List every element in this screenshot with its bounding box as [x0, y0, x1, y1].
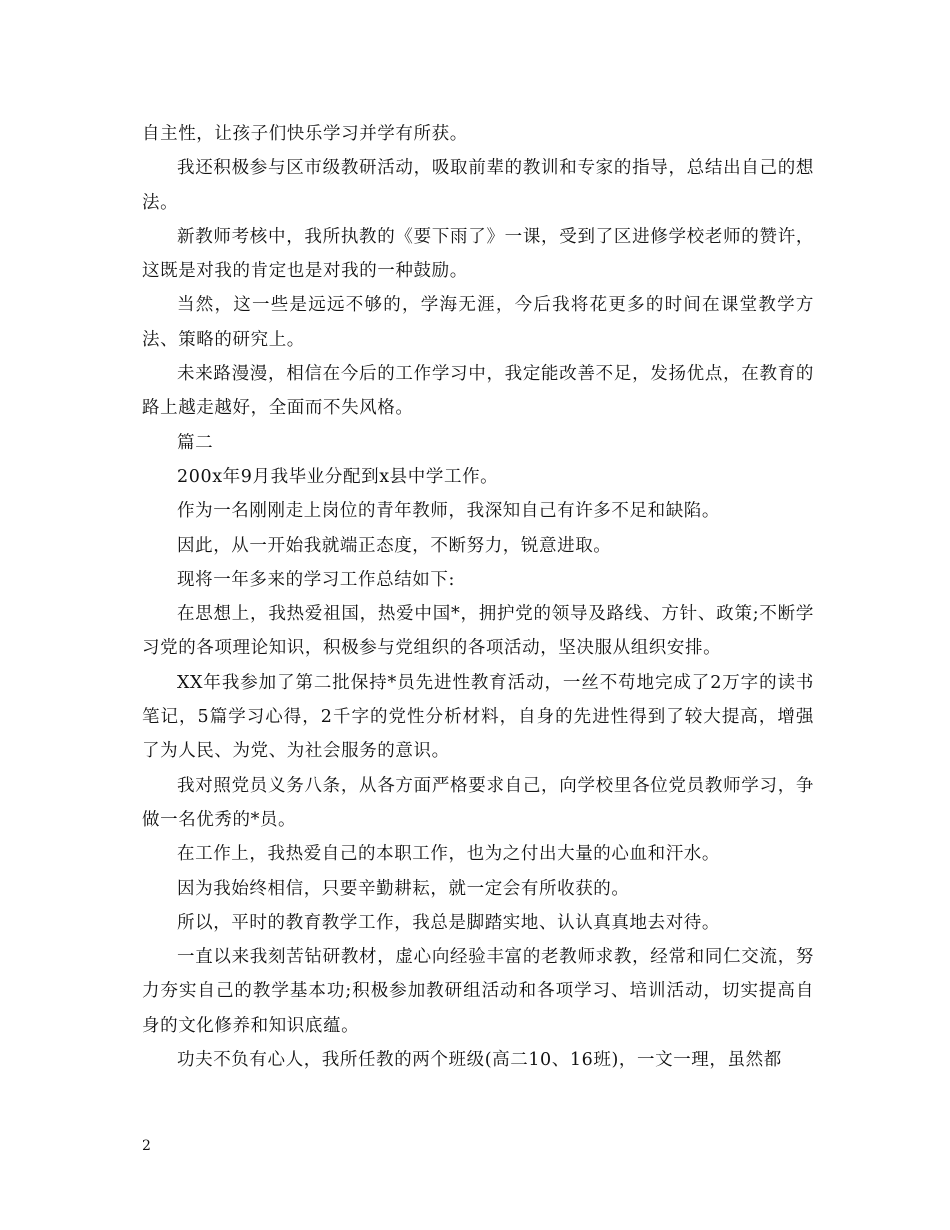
paragraph: 现将一年多来的学习工作总结如下: — [177, 569, 455, 590]
paragraph: XX年我参加了第二批保持*员先进性教育活动，一丝不苟地完成了2万字的读书笔记，5篇学习心得，2千字的党性分析材料，自身的先进性得到了较大提高，增强了为人民、为党、为社会服务的意识。 — [142, 672, 814, 762]
paragraph: 200x年9月我毕业分配到x县中学工作。 — [177, 466, 499, 487]
paragraph: 一直以来我刻苦钻研教材，虚心向经验丰富的老教师求教，经常和同仁交流，努力夯实自己的教学基本功;积极参加教研组活动和各项学习、培训活动，切实提高自身的文化修养和知识底蕴。 — [142, 947, 814, 1036]
paragraph: 我对照党员义务八条，从各方面严格要求自己，向学校里各位党员教师学习，争做一名优秀的*员。 — [142, 775, 814, 830]
paragraph: 我还积极参与区市级教研活动，吸取前辈的教训和专家的指导，总结出自己的想法。 — [142, 158, 814, 213]
page-number: 2 — [142, 1138, 151, 1154]
paragraph: 功夫不负有心人，我所任教的两个班级(高二10、16班)，一文一理，虽然都 — [177, 1050, 782, 1071]
paragraph: 在工作上，我热爱自己的本职工作，也为之付出大量的心血和汗水。 — [177, 844, 720, 865]
paragraph: 所以，平时的教育教学工作，我总是脚踏实地、认认真真地去对待。 — [177, 912, 720, 933]
paragraph: 当然，这一些是远远不够的，学海无涯，今后我将花更多的时间在课堂教学方法、策略的研究上。 — [142, 295, 814, 350]
document-body — [142, 117, 814, 1077]
paragraph: 自主性，让孩子们快乐学习并学有所获。 — [142, 124, 468, 144]
paragraph: 因为我始终相信，只要辛勤耕耘，就一定会有所收获的。 — [177, 878, 630, 899]
paragraph: 在思想上，我热爱祖国，热爱中国*，拥护党的领导及路线、方针、政策;不断学习党的各项理论知识，积极参与党组织的各项活动，坚决服从组织安排。 — [142, 604, 814, 659]
section-heading: 篇二 — [177, 432, 214, 453]
paragraph: 未来路漫漫，相信在今后的工作学习中，我定能改善不足，发扬优点，在教育的路上越走越好，全面而不失风格。 — [142, 364, 814, 419]
paragraph: 作为一名刚刚走上岗位的青年教师，我深知自己有许多不足和缺陷。 — [177, 501, 720, 522]
paragraph: 因此，从一开始我就端正态度，不断努力，锐意进取。 — [177, 535, 612, 556]
paragraph: 新教师考核中，我所执教的《要下雨了》一课，受到了区进修学校老师的赞许，这既是对我的肯定也是对我的一种鼓励。 — [142, 226, 814, 282]
